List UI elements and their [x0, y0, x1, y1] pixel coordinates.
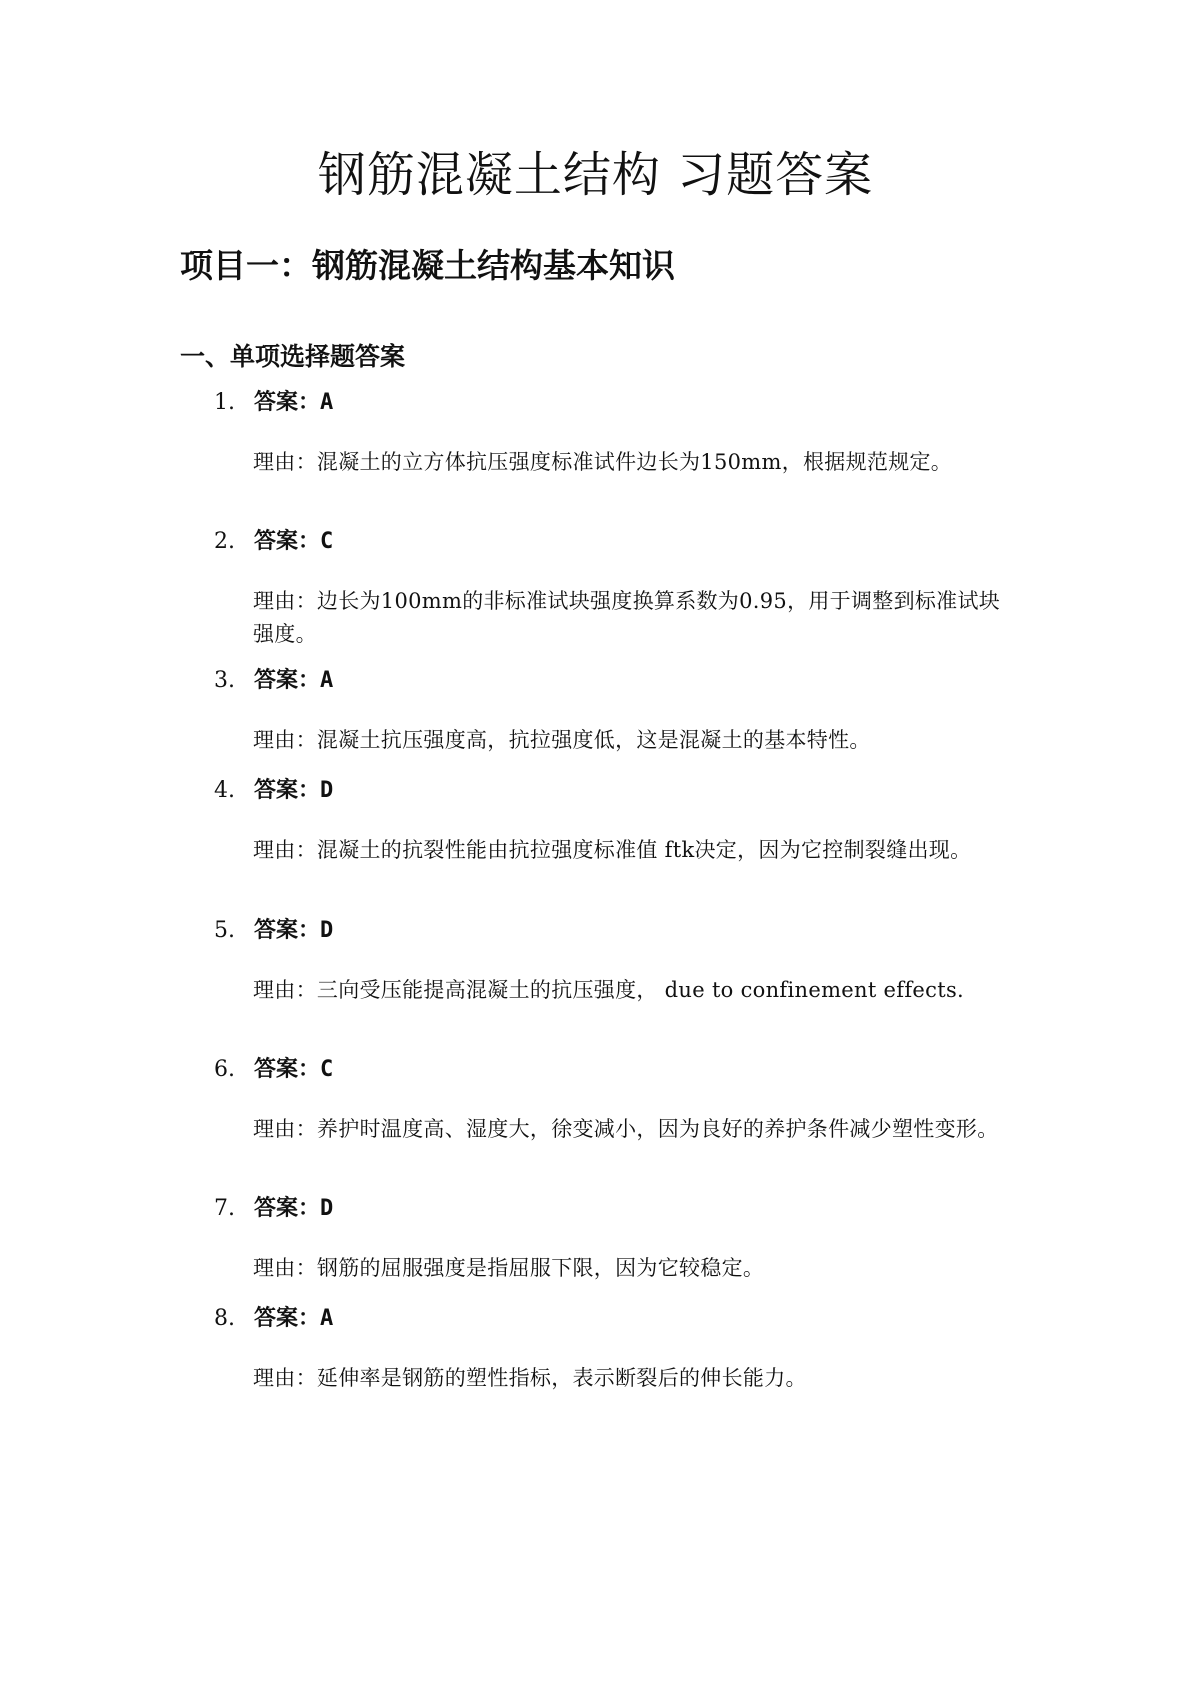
answer-reason: 理由：混凝土抗压强度高，抗拉强度低，这是混凝土的基本特性。 [253, 728, 871, 752]
answer-label: 答案： [254, 778, 321, 803]
question-number: 2. [214, 529, 235, 554]
answer-reason: 理由：边长为100mm的非标准试块强度换算系数为0.95，用于调整到标准试块强度。 [253, 589, 1001, 646]
answer-choice: C [320, 1057, 334, 1082]
answer-line [214, 666, 333, 696]
answer-line [214, 388, 333, 418]
answer-reason: 理由：混凝土的立方体抗压强度标准试件边长为150mm，根据规范规定。 [253, 450, 953, 474]
answer-label: 答案： [254, 529, 321, 554]
answer-label: 答案： [254, 918, 321, 943]
answer-label: 答案： [254, 1057, 321, 1082]
answer-choice: D [320, 1196, 334, 1221]
answer-label: 答案： [254, 390, 321, 415]
answer-line [214, 776, 333, 806]
question-number: 5. [214, 918, 235, 943]
answer-label: 答案： [254, 668, 321, 693]
answer-line [214, 1304, 333, 1334]
answer-reason: 理由：养护时温度高、湿度大，徐变减小，因为良好的养护条件减少塑性变形。 [253, 1117, 999, 1141]
answer-choice: C [320, 529, 334, 554]
answer-reason: 理由：三向受压能提高混凝土的抗压强度， due to confinement effects. [253, 978, 965, 1002]
document-title: 钢筋混凝土结构 习题答案 [317, 147, 874, 203]
answer-line [214, 1194, 333, 1224]
question-number: 6. [214, 1057, 235, 1082]
answer-line [214, 916, 333, 946]
answer-choice: A [320, 1306, 334, 1331]
question-number: 7. [214, 1196, 235, 1221]
answer-choice: D [320, 778, 334, 803]
section-heading: 一、单项选择题答案 [180, 342, 406, 371]
answer-label: 答案： [254, 1306, 321, 1331]
answer-label: 答案： [254, 1196, 321, 1221]
project-heading: 项目一：钢筋混凝土结构基本知识 [180, 246, 675, 285]
question-number: 4. [214, 778, 235, 803]
question-number: 8. [214, 1306, 235, 1331]
answer-choice: A [320, 390, 334, 415]
question-number: 3. [214, 668, 235, 693]
answer-reason: 理由：混凝土的抗裂性能由抗拉强度标准值 ftk决定，因为它控制裂缝出现。 [253, 838, 972, 862]
question-number: 1. [214, 390, 235, 415]
answer-line [214, 1055, 333, 1085]
answer-reason: 理由：钢筋的屈服强度是指屈服下限，因为它较稳定。 [253, 1256, 765, 1280]
answer-choice: A [320, 668, 334, 693]
answer-line [214, 527, 333, 557]
answer-reason: 理由：延伸率是钢筋的塑性指标，表示断裂后的伸长能力。 [253, 1366, 807, 1390]
answer-choice: D [320, 918, 334, 943]
